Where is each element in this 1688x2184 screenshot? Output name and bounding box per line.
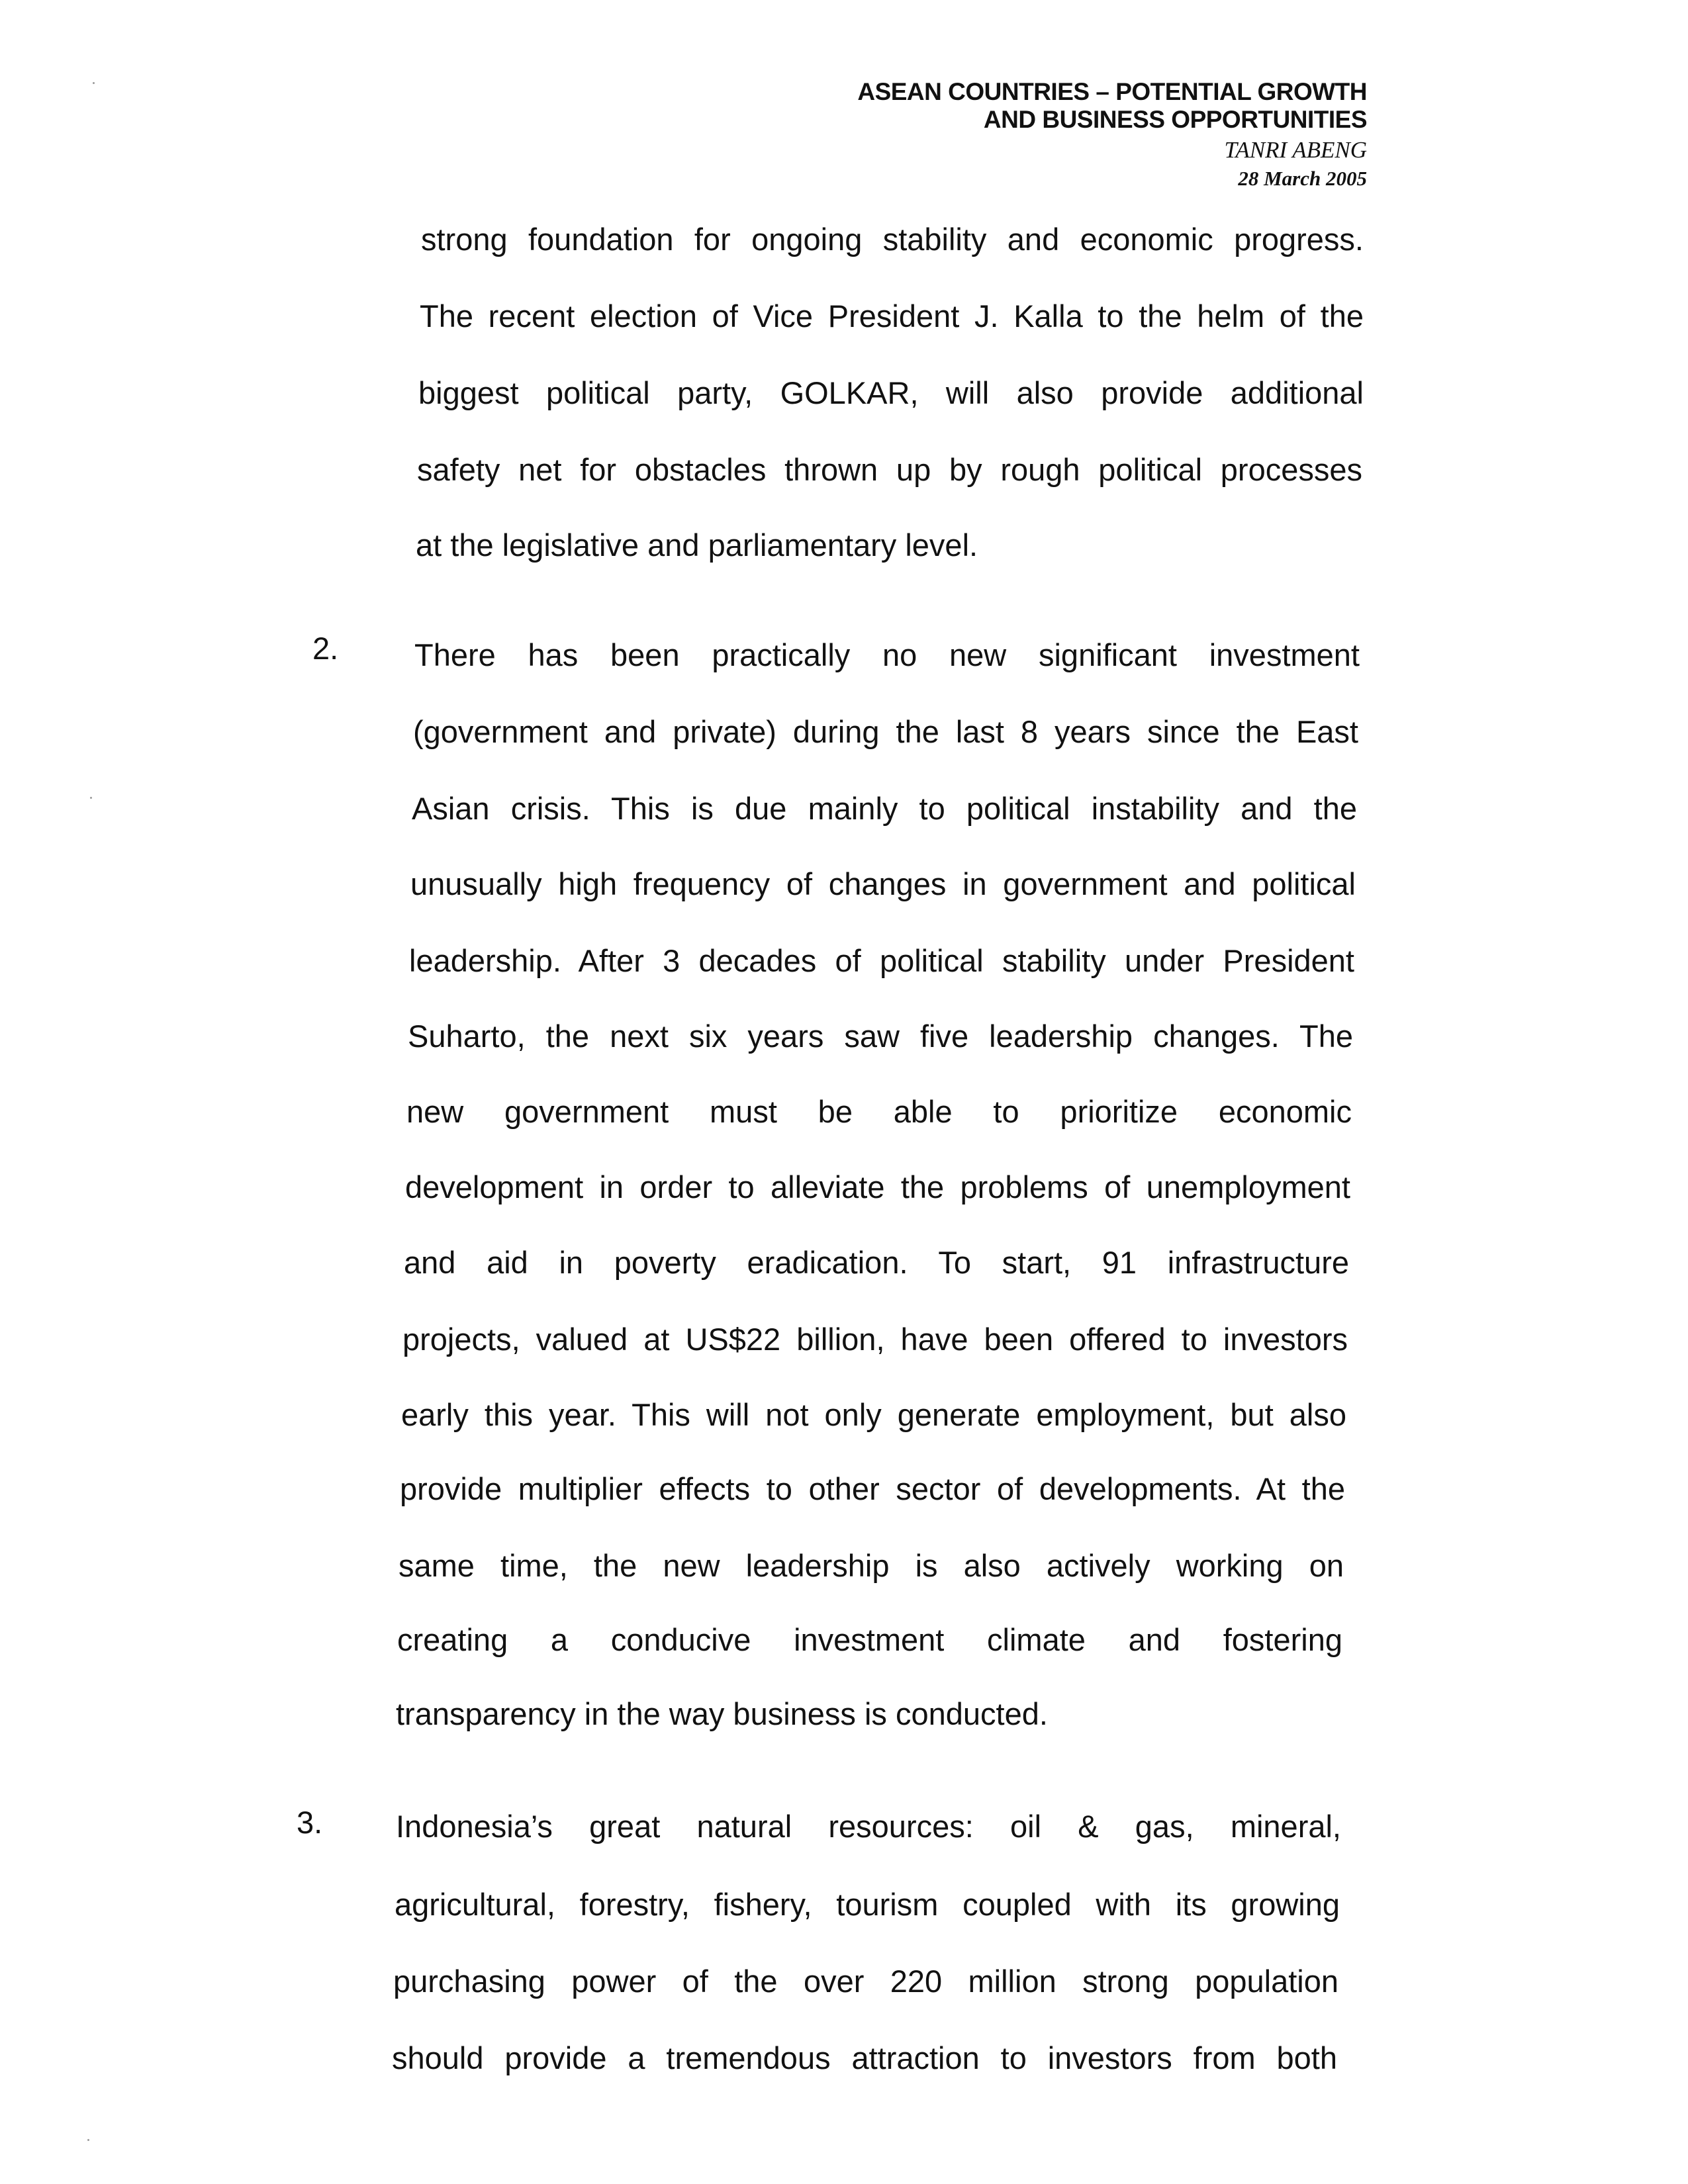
text-line: strong foundation for ongoing stability and economic progress. [421,222,1364,257]
text-line: transparency in the way business is conducted. [396,1696,1048,1731]
text-line: new government must be able to prioritize economic [406,1094,1352,1129]
text-line: biggest political party, GOLKAR, will also provide additional [418,375,1364,410]
text-line: development in order to alleviate the problems of unemployment [405,1169,1350,1205]
scan-speck [93,82,95,84]
document-header [857,78,1367,192]
header-title-line-2: AND BUSINESS OPPORTUNITIES [983,106,1367,133]
text-line: and aid in poverty eradication. To start, 91 infrastructure [404,1245,1349,1280]
text-line: safety net for obstacles thrown up by rough political processes [417,452,1362,487]
text-line: leadership. After 3 decades of political stability under President [409,943,1354,978]
paragraph-number: 3. [297,1805,323,1840]
text-line: projects, valued at US$22 billion, have been offered to investors [402,1322,1348,1357]
text-line: There has been practically no new significant investment [414,637,1360,672]
text-line: should provide a tremendous attraction to investors from both [392,2040,1337,2075]
scan-speck [90,797,92,799]
text-line: provide multiplier effects to other sector of developments. At the [400,1471,1345,1506]
text-line: Asian crisis. This is due mainly to political instability and the [412,791,1357,826]
header-date: 28 March 2005 [1238,167,1367,190]
paragraph-number: 2. [312,631,339,666]
text-line: The recent election of Vice President J. Kalla to the helm of the [420,298,1364,334]
text-line: early this year. This will not only generate employment, but also [401,1397,1346,1432]
scan-speck [87,2139,89,2141]
text-line: Indonesia’s great natural resources: oil & gas, mineral, [396,1809,1341,1844]
text-line: same time, the new leadership is also actively working on [399,1548,1344,1583]
text-line: purchasing power of the over 220 million strong population [393,1964,1338,1999]
text-line: Suharto, the next six years saw five leadership changes. The [408,1019,1353,1054]
header-title-line-1: ASEAN COUNTRIES – POTENTIAL GROWTH [857,78,1367,105]
text-line: creating a conducive investment climate and fostering [397,1622,1342,1657]
text-line: agricultural, forestry, fishery, tourism coupled with its growing [395,1887,1340,1922]
text-line: at the legislative and parliamentary level. [416,527,978,563]
text-line: unusually high frequency of changes in government and political [410,866,1356,901]
header-author: TANRI ABENG [1224,137,1367,163]
text-line: (government and private) during the last 8 years since the East [413,714,1358,749]
